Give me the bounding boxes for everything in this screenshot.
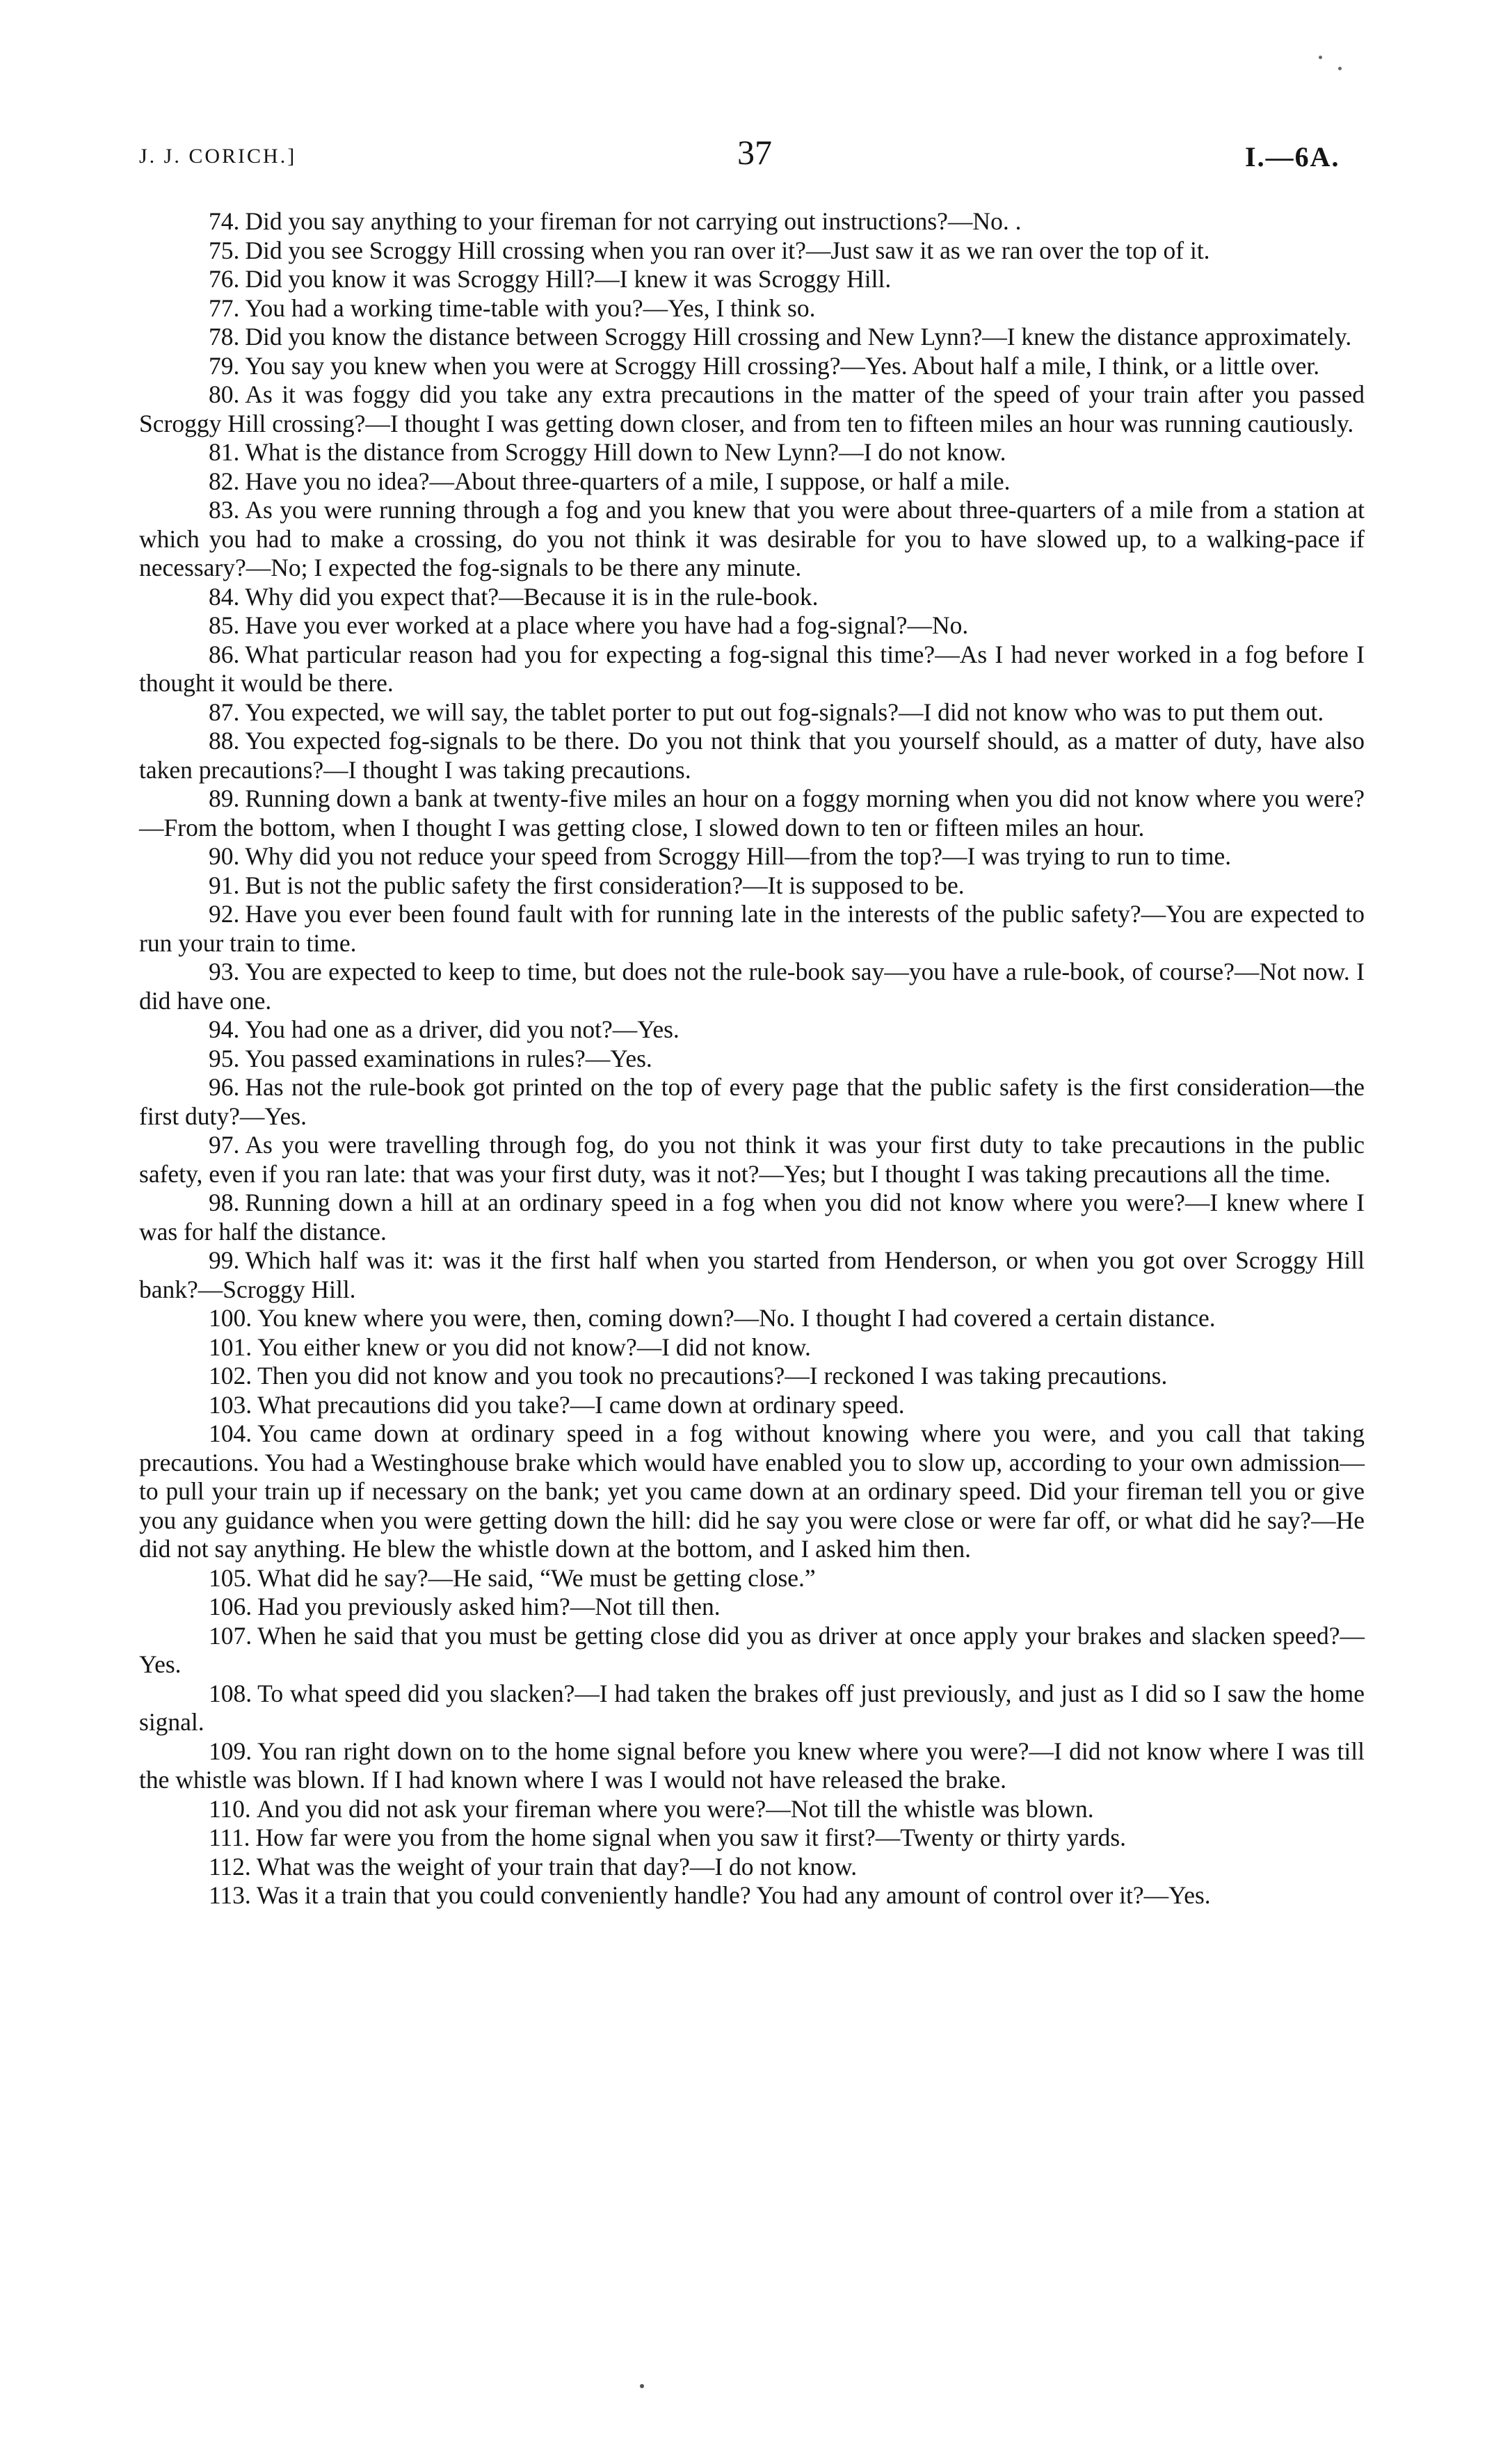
qa-paragraph — [139, 1015, 1365, 1045]
qa-paragraph — [139, 265, 1365, 294]
question-answer-text: Have you no idea?—About three-quarters of a mile, I suppose, or half a mile. — [245, 467, 1011, 495]
qa-paragraph — [139, 323, 1365, 352]
question-number: 113. — [209, 1881, 251, 1909]
qa-paragraph — [139, 1622, 1365, 1680]
qa-paragraph — [139, 1680, 1365, 1737]
question-number: 85. — [209, 611, 240, 639]
question-number: 106. — [209, 1593, 252, 1620]
witness-name-header: J. J. CORICH.] — [139, 145, 297, 168]
qa-paragraph — [139, 871, 1365, 901]
evidence-body — [139, 207, 1365, 1910]
question-number: 87. — [209, 698, 240, 726]
qa-paragraph — [139, 1189, 1365, 1246]
qa-paragraph — [139, 1881, 1365, 1910]
question-answer-text: Then you did not know and you took no precautions?—I reckoned I was taking precautions. — [257, 1362, 1168, 1390]
question-answer-text: What particular reason had you for expecting a fog-signal this time?—As I had never worked in a fog before I thought it would be there. — [139, 640, 1365, 697]
question-number: 84. — [209, 582, 240, 611]
qa-paragraph — [139, 1593, 1365, 1622]
qa-paragraph — [139, 438, 1365, 467]
question-number: 111. — [209, 1823, 250, 1851]
qa-paragraph — [139, 352, 1365, 381]
question-answer-text: You had one as a driver, did you not?—Yes. — [245, 1015, 680, 1043]
question-answer-text: You expected fog-signals to be there. Do you not think that you yourself should, as a matter of duty, have also taken precautions?—I thought I was taking precautions. — [139, 727, 1365, 784]
question-number: 97. — [209, 1131, 240, 1159]
qa-paragraph — [139, 583, 1365, 612]
question-number: 74. — [209, 207, 240, 235]
qa-paragraph — [139, 236, 1365, 266]
question-answer-text: Running down a bank at twenty-five miles an hour on a foggy morning when you did not know where you were?—From the bottom, when I thought I was getting close, I slowed down to ten or fifteen miles an hour. — [139, 784, 1365, 842]
speck-mark — [1338, 67, 1342, 70]
question-number: 79. — [209, 351, 240, 380]
question-answer-text: Has not the rule-book got printed on the top of every page that the public safety is the first consideration—the first duty?—Yes. — [139, 1073, 1365, 1130]
question-number: 89. — [209, 784, 240, 812]
qa-paragraph — [139, 1391, 1365, 1420]
question-number: 80. — [209, 380, 240, 408]
question-answer-text: You ran right down on to the home signal before you knew where you were?—I did not know where I was till the whistle was blown. If I had known where I was I would not have released the brake. — [139, 1737, 1365, 1794]
question-number: 105. — [209, 1563, 252, 1592]
question-answer-text: You came down at ordinary speed in a fog without knowing where you were, and you call that taking precautions. You had a Westinghouse brake which would have enabled you to slow up, according to your own admission—to pull your train up if necessary on the bank; yet you came down at an ordinary speed. Did your fireman tell you or give you any guidance when you were getting down the hill: did he say you were close or were far off, or what did he say?—He did not say anything. He blew the whistle down at the bottom, and I asked him then. — [139, 1419, 1365, 1563]
question-number: 100. — [209, 1304, 252, 1332]
question-number: 99. — [209, 1246, 240, 1274]
question-number: 112. — [209, 1852, 251, 1881]
question-answer-text: Had you previously asked him?—Not till then. — [257, 1593, 721, 1620]
page-header — [0, 132, 1487, 188]
question-answer-text: You are expected to keep to time, but does not the rule-book say—you have a rule-book, of course?—Not now. I did have one. — [139, 958, 1365, 1015]
qa-paragraph — [139, 698, 1365, 727]
question-number: 77. — [209, 293, 240, 322]
question-answer-text: Did you know the distance between Scroggy Hill crossing and New Lynn?—I knew the distance approximately. — [245, 323, 1352, 351]
question-answer-text: Running down a hill at an ordinary speed in a fog when you did not know where you were?—I knew where I was for half the distance. — [139, 1189, 1365, 1246]
qa-paragraph — [139, 1246, 1365, 1304]
qa-paragraph — [139, 1823, 1365, 1853]
qa-paragraph — [139, 727, 1365, 784]
question-number: 102. — [209, 1362, 252, 1390]
question-answer-text: You say you knew when you were at Scroggy Hill crossing?—Yes. About half a mile, I think, or a little over. — [245, 351, 1320, 380]
qa-paragraph — [139, 900, 1365, 958]
qa-paragraph — [139, 1045, 1365, 1074]
question-number: 75. — [209, 236, 240, 264]
question-number: 78. — [209, 323, 240, 351]
question-number: 98. — [209, 1189, 240, 1216]
qa-paragraph — [139, 1362, 1365, 1391]
question-answer-text: Why did you expect that?—Because it is in the rule-book. — [245, 582, 819, 611]
speck-mark — [1319, 56, 1322, 59]
question-number: 109. — [209, 1737, 252, 1765]
question-answer-text: As you were running through a fog and you knew that you were about three-quarters of a mile from a station at which you had to make a crossing, do you not think it was desirable for you to have slowed up, to a walking-pace if necessary?—No; I expected the fog-signals to be there any minute. — [139, 496, 1365, 581]
qa-paragraph — [139, 784, 1365, 842]
question-number: 101. — [209, 1332, 252, 1361]
qa-paragraph — [139, 1304, 1365, 1333]
question-answer-text: But is not the public safety the first consideration?—It is supposed to be. — [245, 871, 965, 899]
question-number: 91. — [209, 871, 240, 899]
question-answer-text: What precautions did you take?—I came down at ordinary speed. — [257, 1390, 905, 1419]
question-number: 110. — [209, 1794, 251, 1823]
question-answer-text: Have you ever worked at a place where you have had a fog-signal?—No. — [245, 611, 969, 639]
question-answer-text: As it was foggy did you take any extra precautions in the matter of the speed of your train after you passed Scroggy Hill crossing?—I thought I was getting down closer, and from ten to fifteen miles an hour was running cautiously. — [139, 380, 1365, 437]
question-answer-text: Was it a train that you could conveniently handle? You had any amount of control over it?—Yes. — [256, 1881, 1211, 1909]
question-answer-text: You knew where you were, then, coming down?—No. I thought I had covered a certain distance. — [257, 1304, 1216, 1332]
qa-paragraph — [139, 1853, 1365, 1882]
question-number: 95. — [209, 1044, 240, 1072]
question-number: 83. — [209, 496, 240, 524]
question-answer-text: When he said that you must be getting close did you as driver at once apply your brakes and slacken speed?—Yes. — [139, 1621, 1365, 1678]
qa-paragraph — [139, 958, 1365, 1015]
qa-paragraph — [139, 1073, 1365, 1131]
page-footer-dot — [640, 2384, 644, 2388]
qa-paragraph — [139, 1131, 1365, 1189]
question-number: 88. — [209, 727, 240, 755]
qa-paragraph — [139, 1333, 1365, 1362]
question-number: 81. — [209, 438, 240, 466]
question-answer-text: You had a working time-table with you?—Yes, I think so. — [245, 293, 816, 322]
question-answer-text: Why did you not reduce your speed from Scroggy Hill—from the top?—I was trying to run to time. — [245, 842, 1232, 870]
paper-reference: I.—6A. — [1245, 141, 1340, 172]
question-number: 92. — [209, 900, 240, 928]
question-answer-text: And you did not ask your fireman where you were?—Not till the whistle was blown. — [256, 1794, 1094, 1823]
qa-paragraph — [139, 1419, 1365, 1564]
question-number: 86. — [209, 640, 240, 668]
page-number: 37 — [737, 133, 772, 172]
question-answer-text: What is the distance from Scroggy Hill down to New Lynn?—I do not know. — [245, 438, 1006, 466]
question-number: 103. — [209, 1390, 252, 1419]
qa-paragraph — [139, 611, 1365, 641]
question-number: 93. — [209, 958, 240, 985]
question-answer-text: You passed examinations in rules?—Yes. — [245, 1044, 652, 1072]
question-answer-text: How far were you from the home signal when you saw it first?—Twenty or thirty yards. — [255, 1823, 1127, 1851]
question-number: 108. — [209, 1679, 252, 1707]
question-answer-text: What did he say?—He said, “We must be getting close.” — [257, 1563, 816, 1592]
question-answer-text: You expected, we will say, the tablet porter to put out fog-signals?—I did not know who was to put them out. — [245, 698, 1324, 726]
question-number: 90. — [209, 842, 240, 870]
question-number: 107. — [209, 1621, 252, 1650]
question-answer-text: Did you see Scroggy Hill crossing when you ran over it?—Just saw it as we ran over the top of it. — [245, 236, 1210, 264]
qa-paragraph — [139, 380, 1365, 438]
question-answer-text: Did you say anything to your fireman for not carrying out instructions?—No. . — [245, 207, 1022, 235]
question-number: 82. — [209, 467, 240, 495]
question-number: 94. — [209, 1015, 240, 1043]
qa-paragraph — [139, 842, 1365, 871]
question-number: 76. — [209, 265, 240, 293]
qa-paragraph — [139, 1737, 1365, 1795]
question-answer-text: To what speed did you slacken?—I had taken the brakes off just previously, and just as I did so I saw the home signal. — [139, 1679, 1365, 1736]
qa-paragraph — [139, 207, 1365, 236]
question-number: 96. — [209, 1073, 240, 1101]
qa-paragraph — [139, 496, 1365, 583]
question-number: 104. — [209, 1419, 252, 1447]
question-answer-text: You either knew or you did not know?—I did not know. — [257, 1332, 811, 1361]
question-answer-text: What was the weight of your train that day?—I do not know. — [256, 1852, 858, 1881]
question-answer-text: Which half was it: was it the first half when you started from Henderson, or when you got over Scroggy Hill bank?—Scroggy Hill. — [139, 1246, 1365, 1303]
qa-paragraph — [139, 1795, 1365, 1824]
qa-paragraph — [139, 1564, 1365, 1593]
question-answer-text: Have you ever been found fault with for running late in the interests of the public safety?—You are expected to run your train to time. — [139, 900, 1365, 957]
qa-paragraph — [139, 467, 1365, 497]
qa-paragraph — [139, 641, 1365, 698]
qa-paragraph — [139, 294, 1365, 323]
question-answer-text: As you were travelling through fog, do you not think it was your first duty to take precautions in the public safety, even if you ran late: that was your first duty, was it not?—Yes; but I thought I was taking precautions all the time. — [139, 1131, 1365, 1188]
question-answer-text: Did you know it was Scroggy Hill?—I knew it was Scroggy Hill. — [245, 265, 892, 293]
